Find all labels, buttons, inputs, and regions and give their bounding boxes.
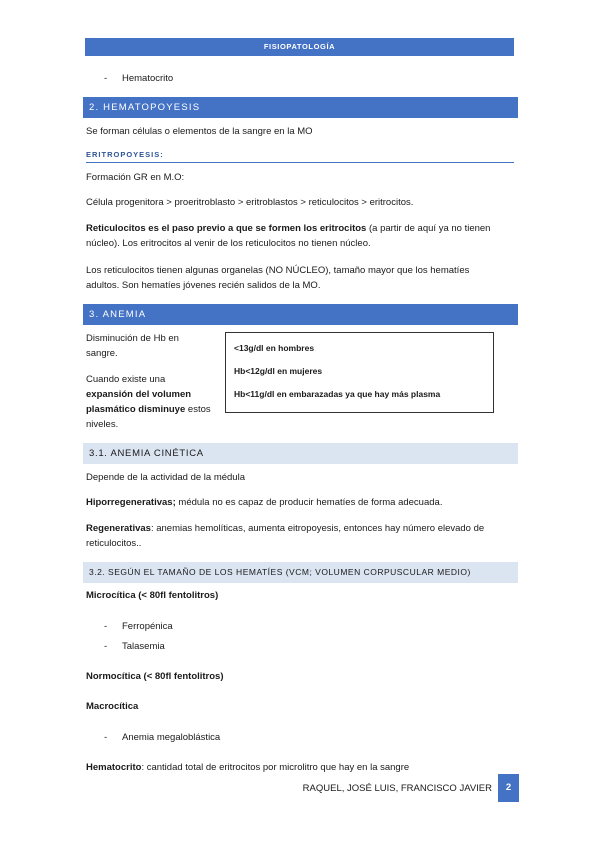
paragraph: Formación GR en M.O:	[86, 172, 185, 183]
list-bullet: -	[104, 621, 108, 632]
text: estos	[185, 404, 211, 415]
page-number: 2	[498, 774, 519, 802]
bold-text: Microcítica (< 80fl fentolitros)	[86, 590, 219, 601]
document-header: FISIOPATOLOGÍA	[85, 38, 514, 56]
paragraph	[86, 522, 484, 535]
bold-text: plasmático disminuye	[86, 404, 186, 415]
section-heading-anemia-cinetica: 3.1. ANEMIA CINÉTICA	[83, 443, 518, 464]
list-item: Talasemia	[122, 641, 165, 652]
list-item: Hematocrito	[122, 73, 174, 84]
subheading-underline	[86, 162, 514, 163]
bold-text: Reticulocitos es el paso previo a que se formen los eritrocitos	[86, 223, 367, 234]
paragraph: Depende de la actividad de la médula	[86, 472, 245, 483]
text: (a partir de aquí ya no tienen	[366, 223, 491, 234]
bold-text: Macrocítica	[86, 701, 139, 712]
hemoglobin-values-box	[225, 332, 494, 413]
section-heading-tamano-hematies: 3.2. SEGÚN EL TAMAÑO DE LOS HEMATÍES (VCM; VOLUMEN CORPUSCULAR MEDIO)	[83, 562, 518, 583]
paragraph	[86, 222, 490, 235]
paragraph: núcleo). Los eritrocitos al venir de los reticulocitos no tienen núcleo.	[86, 238, 371, 249]
list-item: Ferropénica	[122, 621, 173, 632]
text: sangre.	[86, 348, 118, 359]
text: : cantidad total de eritrocitos por microlitro que hay en la sangre	[141, 762, 410, 773]
text: : anemias hemolíticas, aumenta eitropoyesis, entonces hay número elevado de	[150, 523, 485, 534]
footer-authors: RAQUEL, JOSÉ LUIS, FRANCISCO JAVIER	[302, 783, 492, 794]
list-bullet: -	[104, 732, 108, 743]
text: Cuando existe una	[86, 374, 166, 385]
paragraph: Célula progenitora > proeritroblasto > eritroblastos > reticulocitos > eritrocitos.	[86, 197, 414, 208]
paragraph: Los reticulocitos tienen algunas organelas (NO NÚCLEO), tamaño mayor que los hematíes	[86, 265, 470, 276]
bold-text: expansión del volumen	[86, 389, 192, 400]
bold-text: Hematocrito	[86, 762, 142, 773]
box-line: Hb<12g/dl en mujeres	[234, 366, 323, 376]
box-line: <13g/dl en hombres	[234, 343, 315, 353]
list-bullet: -	[104, 73, 108, 84]
box-line: Hb<11g/dl en embarazadas ya que hay más plasma	[234, 389, 441, 399]
text: médula no es capaz de producir hematíes de forma adecuada.	[175, 497, 443, 508]
subheading-eritropoyesis: ERITROPOYESIS:	[86, 150, 164, 159]
section-heading-hematopoyesis: 2. HEMATOPOYESIS	[83, 97, 518, 118]
paragraph	[86, 761, 409, 774]
text: niveles.	[86, 419, 119, 430]
paragraph: reticulocitos..	[86, 538, 142, 549]
list-bullet: -	[104, 641, 108, 652]
text	[86, 403, 211, 416]
paragraph	[86, 496, 442, 509]
section-heading-anemia: 3. ANEMIA	[83, 304, 518, 325]
list-item: Anemia megaloblástica	[122, 732, 221, 743]
bold-text: Hiporregenerativas;	[86, 497, 176, 508]
text: Disminución de Hb en	[86, 333, 179, 344]
bold-text: Normocítica (< 80fl fentolitros)	[86, 671, 224, 682]
paragraph: adultos. Son hematíes jóvenes recién salidos de la MO.	[86, 280, 321, 291]
paragraph: Se forman células o elementos de la sangre en la MO	[86, 126, 313, 137]
bold-text: Regenerativas	[86, 523, 151, 534]
